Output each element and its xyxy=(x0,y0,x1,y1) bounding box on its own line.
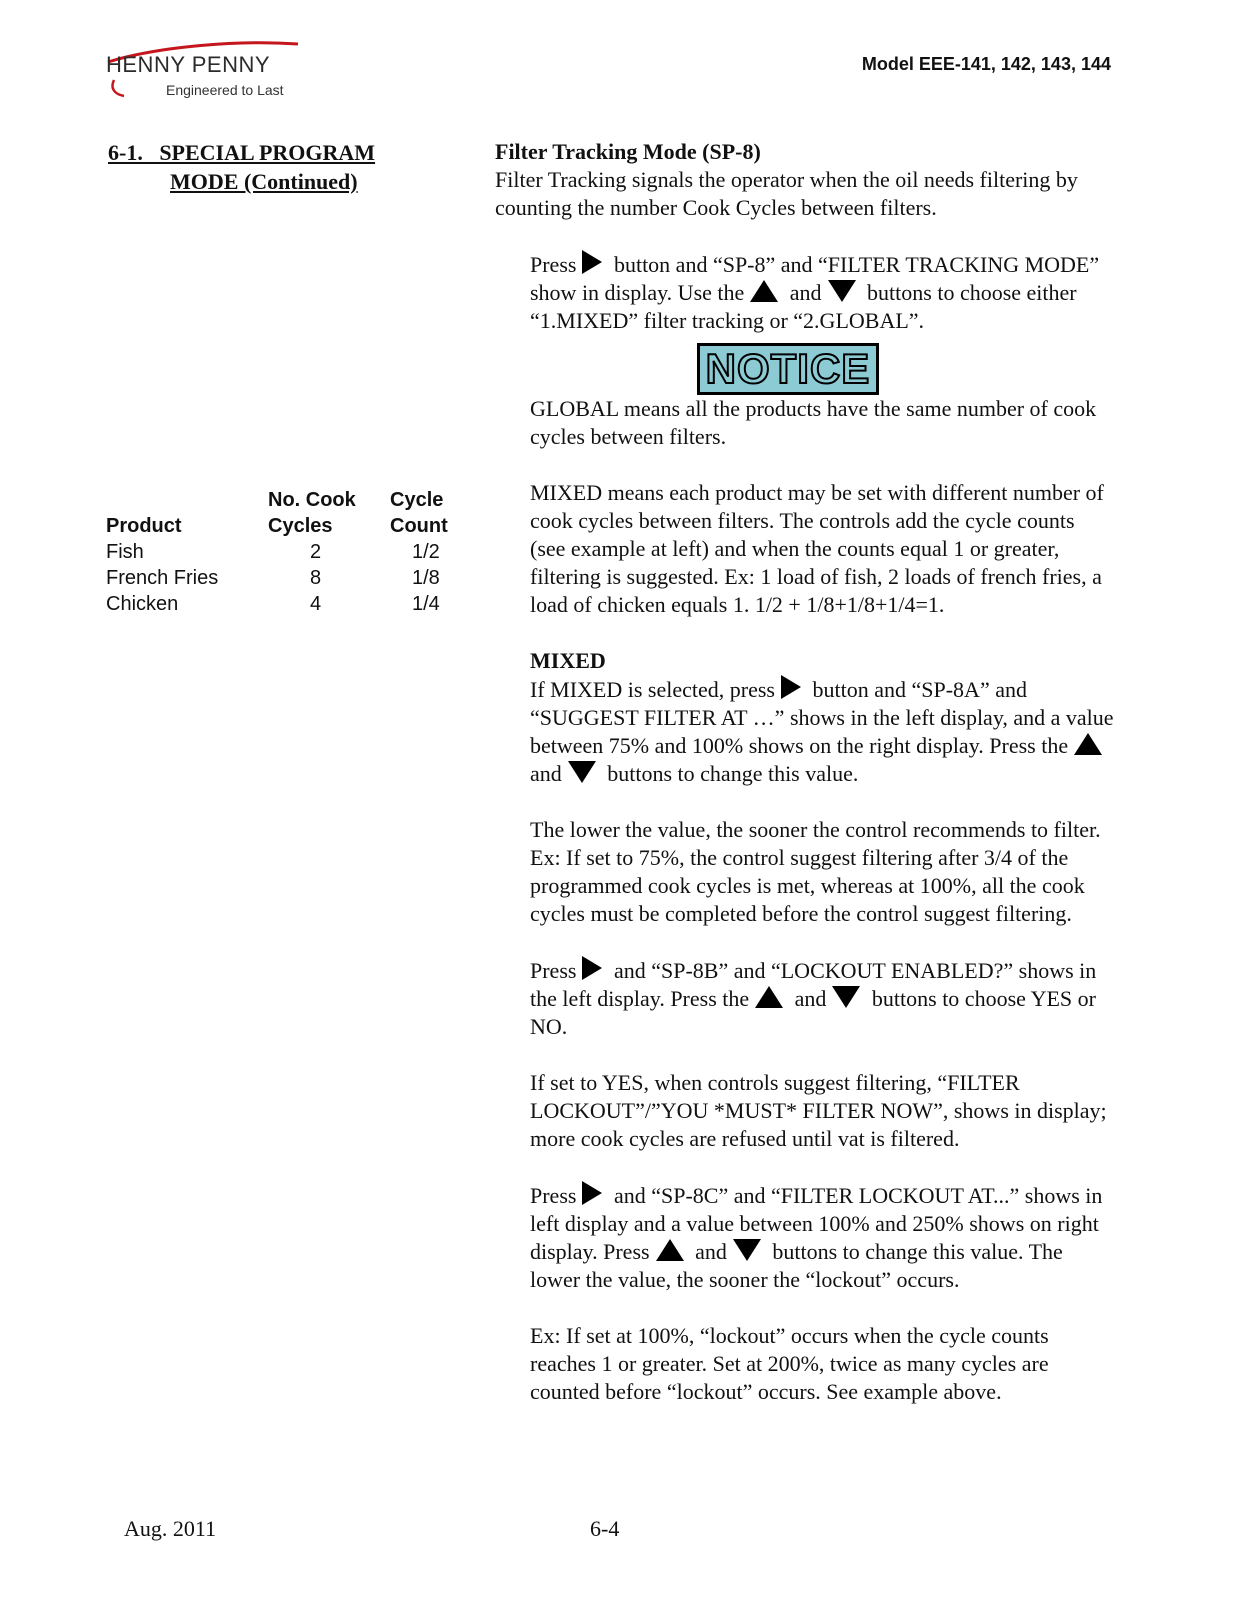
main-content xyxy=(495,138,1115,1406)
cell-cycles: 2 xyxy=(310,541,322,563)
logo-brand-text: HENNY PENNY xyxy=(106,52,271,77)
cycle-count-table xyxy=(106,487,466,617)
up-arrow-icon xyxy=(750,280,778,302)
intro-paragraph: Filter Tracking signals the operator when the oil needs filtering by counting the number Cook Cycles between filters. xyxy=(495,167,1078,220)
down-arrow-icon xyxy=(832,986,860,1008)
cell-count: 1/4 xyxy=(412,593,440,615)
lockout-yes-paragraph: If set to YES, when controls suggest filtering, “FILTER LOCKOUT”/”YOU *MUST* FILTER NOW”, shows in display; more cook cycles are refused until vat is filtered. xyxy=(530,1070,1107,1151)
subsection-title: Filter Tracking Mode (SP-8) xyxy=(495,139,761,164)
mixed-title: MIXED xyxy=(530,648,606,673)
footer-date: Aug. 2011 xyxy=(124,1516,217,1541)
col-header-cook-cycles: No. Cook Cycles xyxy=(268,489,356,537)
right-arrow-icon xyxy=(582,956,602,980)
lockout-example-paragraph: Ex: If set at 100%, “lockout” occurs when the cycle counts reaches 1 or greater. Set at 200%, twice as many cycles are counted before “lockout” occurs. See example above. xyxy=(530,1323,1049,1404)
model-number: Model EEE-141, 142, 143, 144 xyxy=(861,54,1111,74)
logo-tagline: Engineered to Last xyxy=(166,82,284,98)
down-arrow-icon xyxy=(828,280,856,302)
up-arrow-icon xyxy=(755,986,783,1008)
down-arrow-icon xyxy=(568,761,596,783)
mixed-description: MIXED means each product may be set with different number of cook cycles between filters. The controls add the cycle counts (see example at left) and when the counts equal 1 or greater, filtering is suggested. Ex: 1 load of fish, 2 loads of french fries, a load of chicken equals 1. 1/2 + 1/8+1/8+1/4=1. xyxy=(530,480,1104,617)
cell-count: 1/2 xyxy=(412,541,440,563)
right-arrow-icon xyxy=(781,675,801,699)
table-row xyxy=(106,565,466,591)
col-header-cycle-count: Cycle Count xyxy=(390,489,448,537)
cell-cycles: 8 xyxy=(310,567,322,589)
section-heading-line1: 6-1. SPECIAL PROGRAM xyxy=(108,140,376,165)
lower-value-paragraph: The lower the value, the sooner the control recommends to filter. Ex: If set to 75%, the control suggest filtering after 3/4 of the programmed cook cycles is met, whereas at 100%, all the cook cycles must be completed before the control suggest filtering. xyxy=(530,817,1101,926)
notice-badge: NOTICE xyxy=(697,343,879,395)
table-row xyxy=(106,539,466,565)
right-arrow-icon xyxy=(582,1181,602,1205)
section-heading-line2: MODE (Continued) xyxy=(170,169,358,194)
sp8-instruction: Press button and “SP-8” and “FILTER TRACKING MODE” show in display. Use the and buttons to choose either “1.MIXED” filter tracking or “2.GLOBAL”. xyxy=(530,252,1100,333)
notice-container xyxy=(495,335,1115,395)
footer-page-number: 6-4 xyxy=(590,1516,620,1541)
sp8c-instruction: Press and “SP-8C” and “FILTER LOCKOUT AT...” shows in left display and a value between 100% and 250% shows on right display. Press and buttons to change this value. The lower the value, the sooner the “lockout” occurs. xyxy=(530,1183,1103,1292)
table-row xyxy=(106,591,466,617)
down-arrow-icon xyxy=(733,1239,761,1261)
col-header-product: Product xyxy=(106,515,182,537)
up-arrow-icon xyxy=(1074,733,1102,755)
section-heading xyxy=(108,138,375,196)
henny-penny-logo xyxy=(100,40,310,104)
sp8a-instruction: If MIXED is selected, press button and “SP-8A” and “SUGGEST FILTER AT …” shows in the left display, and a value between 75% and 100% shows on the right display. Press the and buttons to change this value. xyxy=(530,677,1114,786)
cell-cycles: 4 xyxy=(310,593,322,615)
cell-count: 1/8 xyxy=(412,567,440,589)
up-arrow-icon xyxy=(656,1239,684,1261)
cell-product: French Fries xyxy=(106,567,219,589)
right-arrow-icon xyxy=(582,250,602,274)
global-paragraph: GLOBAL means all the products have the same number of cook cycles between filters. xyxy=(530,396,1097,449)
cell-product: Chicken xyxy=(106,593,179,615)
sp8b-instruction: Press and “SP-8B” and “LOCKOUT ENABLED?” shows in the left display. Press the and buttons to choose YES or NO. xyxy=(530,958,1097,1039)
cell-product: Fish xyxy=(106,541,144,563)
